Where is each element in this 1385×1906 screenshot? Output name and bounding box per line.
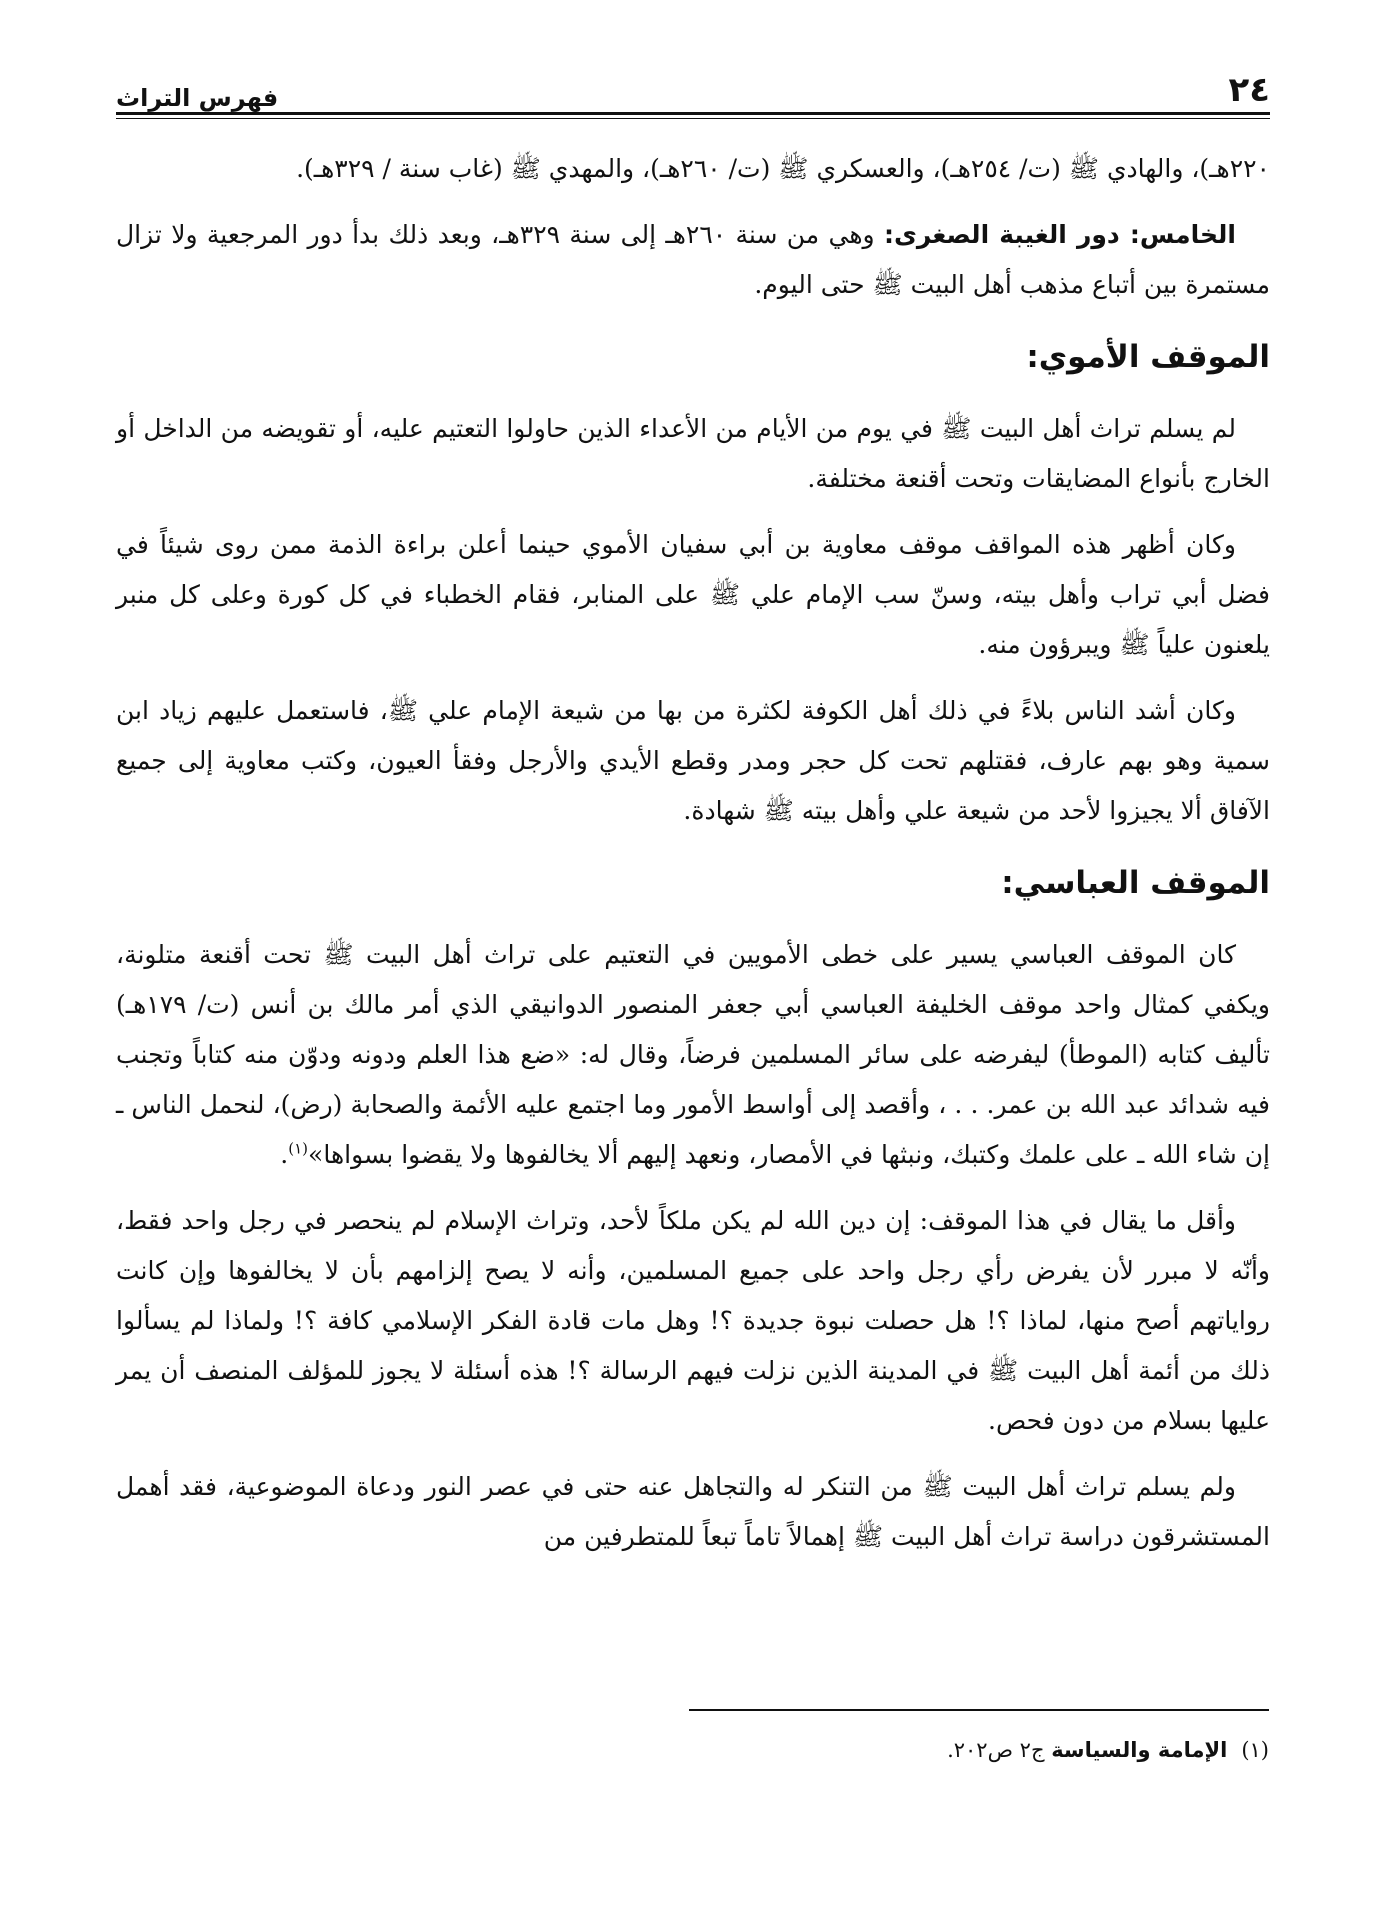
paragraph: لم يسلم تراث أهل البيت ﷺ في يوم من الأيام من الأعداء الذين حاولوا التعتيم عليه، أو تقويضه من الداخل أو الخارج بأنواع المضايقات وتحت أقنعة مختلفة.	[116, 414, 1270, 493]
footnote-number: (١)	[1241, 1738, 1269, 1762]
page-header	[116, 70, 1270, 116]
paragraph-fifth-era	[116, 210, 1270, 310]
paragraph-with-quote	[116, 930, 1270, 1180]
section-heading-abbasid: الموقف العباسي:	[1001, 865, 1270, 901]
paragraph-text: وهي من سنة ٢٦٠هـ إلى سنة ٣٢٩هـ، وبعد ذلك بدأ دور المرجعية ولا تزال مستمرة بين أتباع مذهب أهل البيت ﷺ حتى اليوم.	[116, 220, 1270, 299]
paragraph-continuation: ٢٢٠هـ)، والهادي ﷺ (ت/ ٢٥٤هـ)، والعسكري ﷺ (ت/ ٢٦٠هـ)، والمهدي ﷺ (غاب سنة / ٣٢٩هـ).	[296, 154, 1270, 183]
paragraph: ولم يسلم تراث أهل البيت ﷺ من التنكر له والتجاهل عنه حتى في عصر النور ودعاة الموضوعية، فقد أهمل المستشرقون دراسة تراث أهل البيت ﷺ إهمالاً تاماً تبعاً للمتطرفين من	[116, 1472, 1270, 1551]
header-rule-thin	[116, 118, 1270, 119]
footnote-title: الإمامة والسياسة	[1051, 1738, 1228, 1762]
footnote	[115, 1732, 1269, 1768]
main-text	[116, 144, 1270, 1578]
paragraph-end: .	[280, 1140, 289, 1169]
footnote-separator	[689, 1709, 1269, 1711]
paragraph-label: الخامس: دور الغيبة الصغرى:	[883, 220, 1236, 249]
running-title: فهرس التراث	[116, 84, 279, 112]
page-number: ٢٤	[1228, 70, 1270, 110]
paragraph-text: كان الموقف العباسي يسير على خطى الأمويين في التعتيم على تراث أهل البيت ﷺ تحت أقنعة متلونة، ويكفي كمثال واحد موقف الخليفة العباسي أبي جعفر المنصور الدوانيقي الذي أمر مالك بن أنس (ت/ ١٧٩هـ) تأليف كتابه (الموطأ) ليفرضه على سائر المسلمين فرضاً، وقال له: «ضع هذا العلم ودونه ودوّن منه كتاباً وتجنب فيه شدائد عبد الله بن عمر. . . ، وأقصد إلى أواسط الأمور وما اجتمع عليه الأئمة والصحابة (رض)، لنحمل الناس ـ إن شاء الله ـ على علمك وكتبك، ونبثها في الأمصار، ونعهد إليهم ألا يخالفوها ولا يقضوا بسواها»	[116, 940, 1270, 1169]
section-heading-umayyad: الموقف الأموي:	[1026, 339, 1270, 375]
paragraph: وكان أظهر هذه المواقف موقف معاوية بن أبي سفيان الأموي حينما أعلن براءة الذمة ممن روى شيئاً في فضل أبي تراب وأهل بيته، وسنّ سب الإمام علي ﷺ على المنابر، فقام الخطباء في كل كورة وعلى كل منبر يلعنون علياً ﷺ ويبرؤون منه.	[116, 530, 1270, 659]
footnote-reference: (١)	[288, 1139, 309, 1158]
paragraph: وأقل ما يقال في هذا الموقف: إن دين الله لم يكن ملكاً لأحد، وتراث الإسلام لم ينحصر في رجل واحد فقط، وأنّه لا مبرر لأن يفرض رأي رجل واحد على جميع المسلمين، وأنه لا يصح إلزامهم بأن لا يخالفوها وإن كانت رواياتهم أصح منها، لماذا ؟! هل حصلت نبوة جديدة ؟! وهل مات قادة الفكر الإسلامي كافة ؟! ولماذا لم يسألوا ذلك من أئمة أهل البيت ﷺ في المدينة الذين نزلت فيهم الرسالة ؟! هذه أسئلة لا يجوز للمؤلف المنصف أن يمر عليها بسلام من دون فحص.	[116, 1206, 1270, 1435]
footnote-ref: ج٢ ص٢٠٢.	[947, 1738, 1052, 1762]
header-rule-thick	[116, 112, 1270, 115]
paragraph: وكان أشد الناس بلاءً في ذلك أهل الكوفة لكثرة من بها من شيعة الإمام علي ﷺ، فاستعمل عليهم زياد ابن سمية وهو بهم عارف، فقتلهم تحت كل حجر ومدر وقطع الأيدي والأرجل وفقأ العيون، وكتب معاوية إلى جميع الآفاق ألا يجيزوا لأحد من شيعة علي وأهل بيته ﷺ شهادة.	[116, 696, 1270, 825]
